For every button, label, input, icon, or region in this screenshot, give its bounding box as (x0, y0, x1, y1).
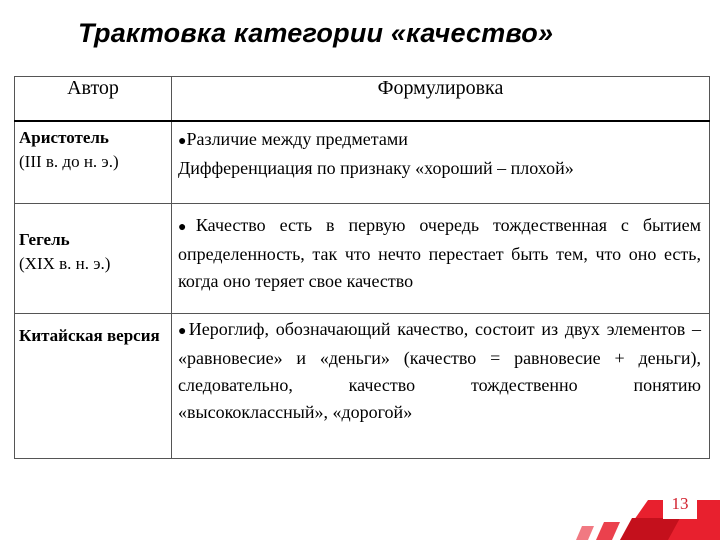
table-row (15, 121, 710, 203)
header-author-cell (15, 77, 172, 122)
formulation-cell (172, 121, 710, 203)
formulation-cell (172, 313, 710, 459)
table-row (15, 313, 710, 459)
formulation-cell (172, 203, 710, 313)
author-cell (15, 203, 172, 313)
formulation-text: ●Иероглиф, обозначающий качество, состоит из двух элементов – «равновесие» и «деньги» (качество = равновесие + деньги), следовательно, качество тождественно понятию «высококлассный», «дорогой» (178, 318, 701, 422)
header-formulation-cell (172, 77, 710, 122)
table-header-row (15, 77, 710, 122)
author-cell (15, 313, 172, 459)
page-number: 13 (663, 489, 697, 519)
bullet-icon: ● (178, 134, 187, 149)
red-stripe (596, 522, 620, 540)
header-formulation-label: Формулировка (377, 77, 504, 99)
author-cell (15, 121, 172, 203)
slide-title: Трактовка категории «качество» (78, 18, 554, 48)
author-name: Аристотель (19, 128, 109, 147)
formulation-text: Дифференциация по признаку «хороший – плохой» (178, 158, 574, 178)
bullet-icon: ● (178, 323, 189, 339)
table-row (15, 203, 710, 313)
header-author-label: Автор (67, 77, 119, 99)
quality-table (14, 76, 710, 459)
formulation-text: ●Качество есть в первую очередь тождественная с бытием определенность, так что нечто перестает быть тем, что оно есть, когда оно теряет свое качество (178, 214, 701, 291)
bullet-icon: ● (178, 219, 196, 235)
author-period: (XIX в. н. э.) (19, 253, 111, 273)
red-stripe (576, 526, 594, 540)
formulation-text: ●Различие между предметами (178, 129, 408, 149)
author-name: Китайская версия (19, 325, 160, 345)
author-name: Гегель (19, 229, 70, 249)
author-period: (III в. до н. э.) (19, 152, 119, 171)
